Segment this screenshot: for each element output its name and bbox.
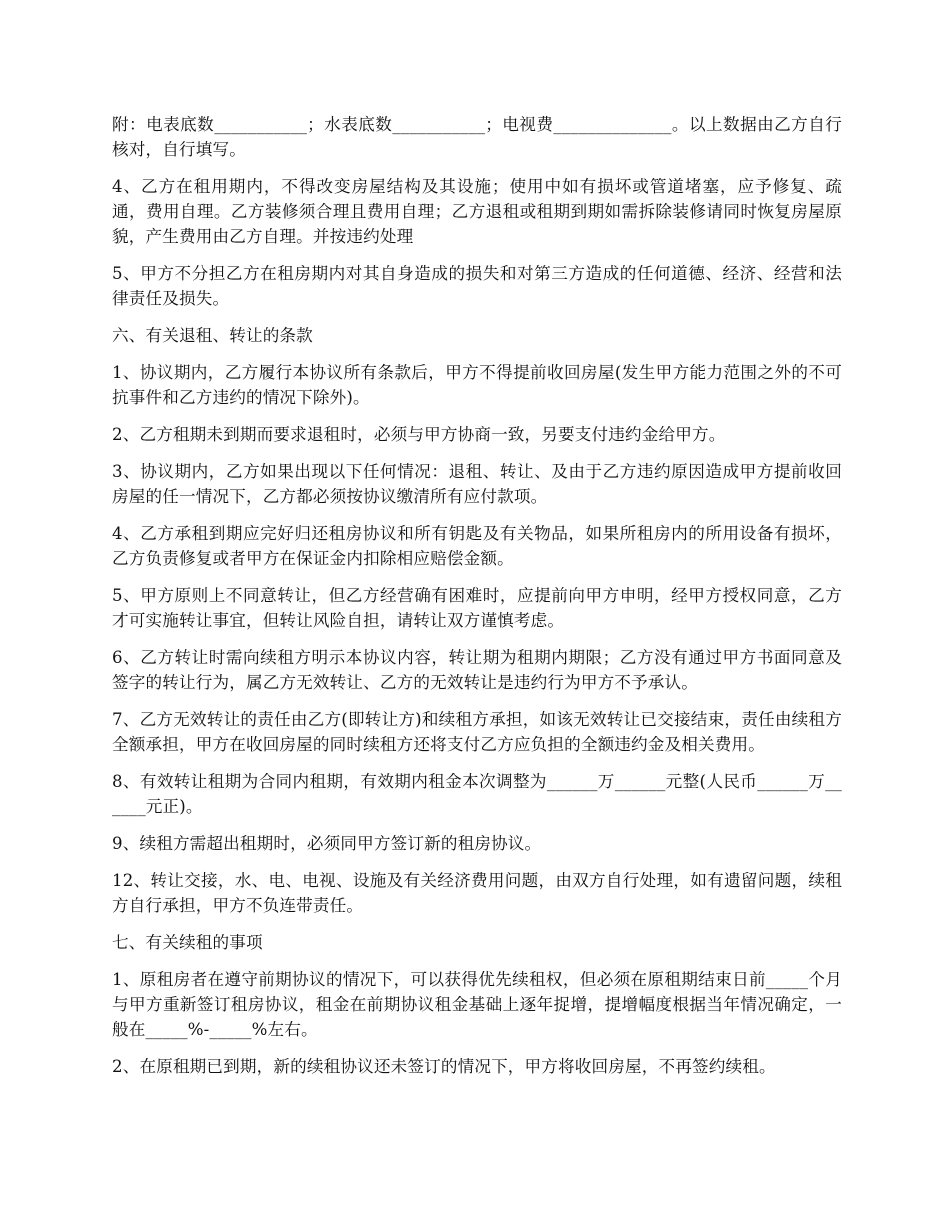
paragraph-meter-readings: 附：电表底数___________；水表底数___________；电视费______________。以上数据由乙方自行核对，自行填写。: [112, 115, 842, 159]
paragraph-clause-4-renovation: 4、乙方在租用期内，不得改变房屋结构及其设施；使用中如有损坏或管道堵塞，应予修复、疏通，费用自理。乙方装修须合理且费用自理；乙方退租或租期到期如需拆除装修请同时恢复房屋原貌，产生费用由乙方自理。并按违约处理: [112, 177, 842, 246]
document-body: [112, 112, 842, 1091]
paragraph-6-7: 7、乙方无效转让的责任由乙方(即转让方)和续租方承担，如该无效转让已交接结束，责任由续租方全额承担，甲方在收回房屋的同时续租方还将支付乙方应负担的全额违约金及相关费用。: [112, 710, 842, 754]
paragraph-6-9: 9、续租方需超出租期时，必须同甲方签订新的租房协议。: [112, 834, 542, 853]
paragraph-6-5: 5、甲方原则上不同意转让，但乙方经营确有困难时，应提前向甲方申明，经甲方授权同意，乙方才可实施转让事宜，但转让风险自担，请转让双方谨慎考虑。: [112, 586, 842, 630]
paragraph-6-2: 2、乙方租期未到期而要求退租时，必须与甲方协商一致，另要支付违约金给甲方。: [112, 425, 726, 444]
section-heading-7: 七、有关续租的事项: [112, 933, 263, 952]
paragraph-6-12: 12、转让交接，水、电、电视、设施及有关经济费用问题，由双方自行处理，如有遗留问题，续租方自行承担，甲方不负连带责任。: [112, 871, 842, 915]
paragraph-7-2: 2、在原租期已到期，新的续租协议还未签订的情况下，甲方将收回房屋，不再签约续租。: [112, 1057, 776, 1076]
paragraph-clause-5-liability: 5、甲方不分担乙方在租房期内对其自身造成的损失和对第三方造成的任何道德、经济、经营和法律责任及损失。: [112, 264, 842, 308]
paragraph-6-6: 6、乙方转让时需向续租方明示本协议内容，转让期为租期内期限；乙方没有通过甲方书面同意及签字的转让行为，属乙方无效转让、乙方的无效转让是违约行为甲方不予承认。: [112, 648, 842, 692]
paragraph-7-1: 1、原租房者在遵守前期协议的情况下，可以获得优先续租权，但必须在原租期结束日前_____个月与甲方重新签订租房协议，租金在前期协议租金基础上逐年捉增，提增幅度根据当年情况确定，一般在_____%-_____%左右。: [112, 970, 842, 1039]
paragraph-6-4: 4、乙方承租到期应完好归还租房协议和所有钥匙及有关物品，如果所租房内的所用设备有损坏，乙方负责修复或者甲方在保证金内扣除相应赔偿金额。: [112, 524, 842, 568]
paragraph-6-3: 3、协议期内，乙方如果出现以下任何情况：退租、转让、及由于乙方违约原因造成甲方提前收回房屋的任一情况下，乙方都必须按协议缴清所有应付款项。: [112, 462, 842, 506]
section-heading-6: 六、有关退租、转让的条款: [112, 326, 313, 345]
paragraph-6-8: 8、有效转让租期为合同内租期，有效期内租金本次调整为______万______元整(人民币______万______元正)。: [112, 772, 842, 816]
paragraph-6-1: 1、协议期内，乙方履行本协议所有条款后，甲方不得提前收回房屋(发生甲方能力范围之外的不可抗事件和乙方违约的情况下除外)。: [112, 363, 842, 407]
